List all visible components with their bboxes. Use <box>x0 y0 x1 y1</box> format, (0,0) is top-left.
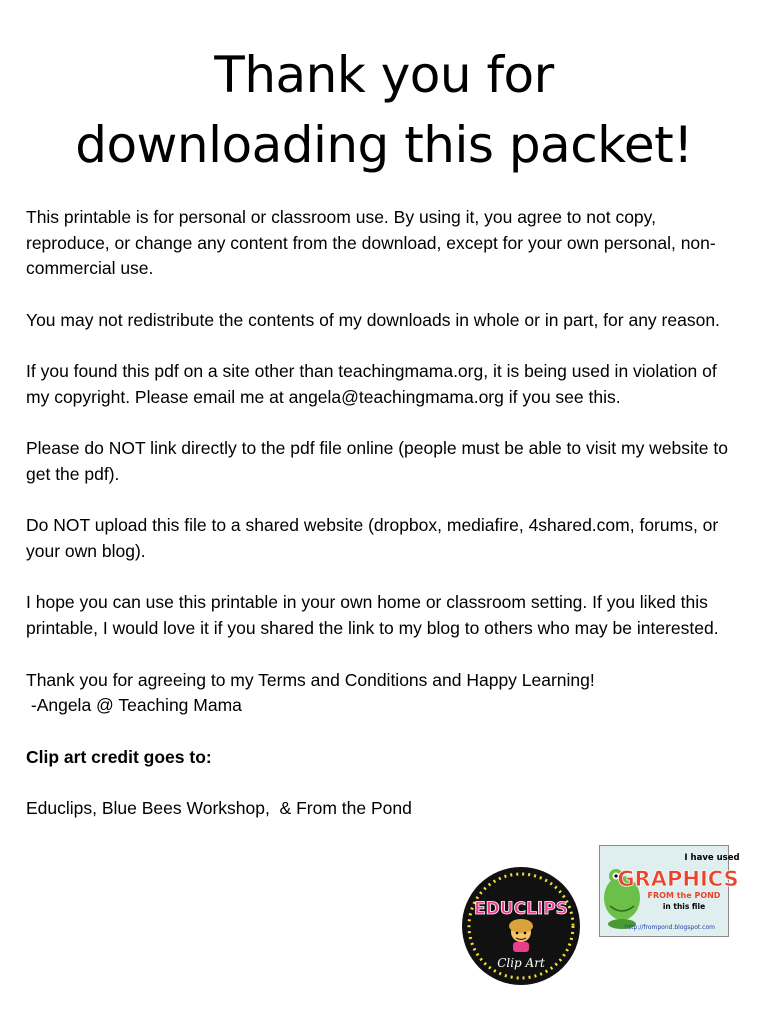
pond-logo-url: http://frompond.blogspot.com <box>625 924 715 931</box>
pond-logo-from: FROM the POND <box>647 891 721 900</box>
terms-paragraph-hope: I hope you can use this printable in your own home or classroom setting. If you liked this printable, I would love it if you shared the link to my blog to others who may be interested. <box>26 592 719 639</box>
terms-paragraph-copyright: If you found this pdf on a site other than teachingmama.org, it is being used in violation of my copyright. Please email me at angela@teachingmama.org if you see this. <box>26 361 717 407</box>
closing-thanks: Thank you for agreeing to my Terms and Conditions and Happy Learning! <box>26 669 595 690</box>
terms-paragraph-redistribution: You may not redistribute the contents of my downloads in whole or in part, for any reason. <box>26 309 720 330</box>
terms-paragraph-linking: Please do NOT link directly to the pdf file online (people must be able to visit my website to get the pdf). <box>26 438 728 484</box>
terms-paragraph-usage: This printable is for personal or classroom use. By using it, you agree to not copy, reproduce, or change any content from the download, except for your own personal, non-commercial use. <box>26 207 716 279</box>
closing-block <box>26 668 741 719</box>
pond-logo-top: I have used <box>684 853 740 863</box>
closing-signature: -Angela @ Teaching Mama <box>26 695 242 716</box>
educlips-logo-sub: Clip Art <box>497 956 545 970</box>
educlips-logo-name: EDUCLIPS <box>474 899 568 919</box>
credits-heading: Clip art credit goes to: <box>26 746 212 767</box>
educlips-logo <box>461 866 581 986</box>
pond-logo-in: in this file <box>662 902 706 911</box>
credits-list: Educlips, Blue Bees Workshop, & From the Pond <box>26 798 412 819</box>
title-line-1: Thank you for <box>214 46 554 104</box>
from-the-pond-logo <box>599 845 740 937</box>
page-title <box>0 40 768 180</box>
terms-body <box>26 205 741 822</box>
terms-paragraph-upload: Do NOT upload this file to a shared website (dropbox, mediafire, 4shared.com, forums, or your own blog). <box>26 515 719 562</box>
title-line-2: downloading this packet! <box>75 116 693 174</box>
pond-logo-main: GRAPHICS <box>617 867 739 891</box>
